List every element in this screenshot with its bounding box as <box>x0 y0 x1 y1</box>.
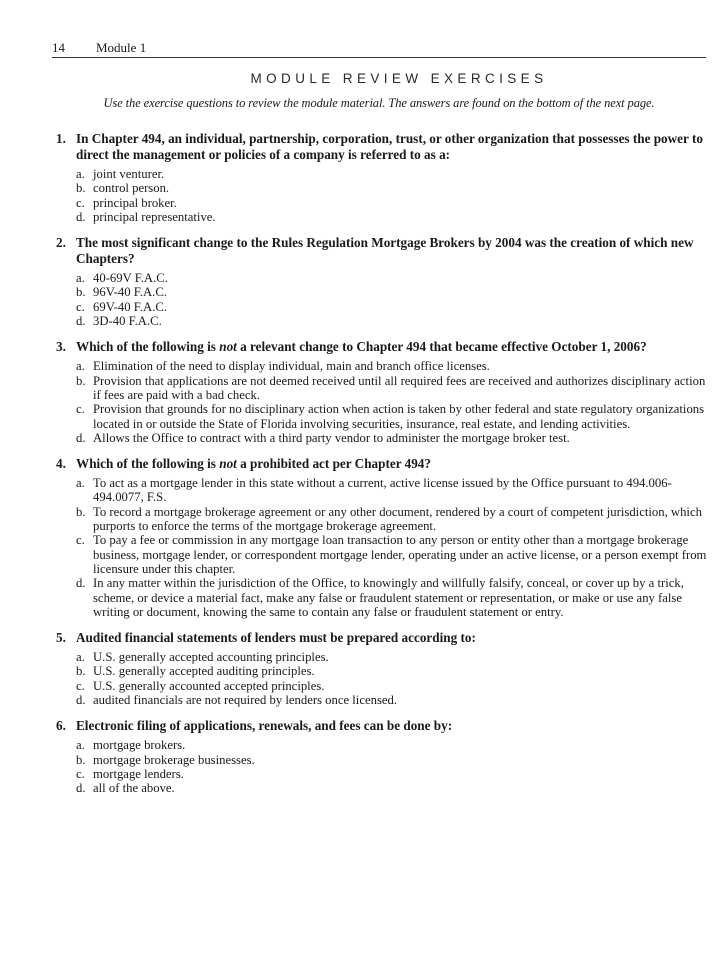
choice-letter: a. <box>76 738 85 753</box>
answer-choice <box>76 505 710 534</box>
choice-letter: a. <box>76 650 85 665</box>
choice-letter: b. <box>76 285 86 300</box>
choice-letter: b. <box>76 664 86 679</box>
stem-part: Which of the following is <box>76 339 220 355</box>
choice-text: principal representative. <box>93 209 216 224</box>
answer-choice <box>76 650 710 664</box>
answer-choices <box>76 650 710 707</box>
choice-text: In any matter within the jurisdiction of the Office, to knowingly and willfully falsify, conceal, or cover up by a trick, scheme, or device a material fact, make any false or fraudulent statement or representation, or make or use any false writing or document, knowing the same to contain any false or fraudulent statement or entry. <box>93 576 684 619</box>
choice-text: 96V-40 F.A.C. <box>93 285 167 300</box>
answer-choice <box>76 431 710 445</box>
choice-letter: b. <box>76 373 86 388</box>
answer-choice <box>76 476 710 505</box>
page-number: 14 <box>52 40 65 55</box>
question-number: 3. <box>56 339 66 355</box>
question-number: 4. <box>56 456 66 472</box>
choice-letter: b. <box>76 504 86 519</box>
answer-choice <box>76 271 710 285</box>
choice-text: To record a mortgage brokerage agreement or any other document, rendered by a court of competent jurisdiction, which purports to enforce the terms of the mortgage brokerage agreement. <box>93 504 702 534</box>
answer-choice <box>76 738 710 752</box>
answer-choice <box>76 533 710 576</box>
answer-choices <box>76 271 710 328</box>
choice-text: To pay a fee or commission in any mortgage loan transaction to any person or entity other than a mortgage brokerage business, mortgage lender, or correspondent mortgage lender, operating under an active license, or a person exempt from licensure under this chapter. <box>93 533 707 576</box>
question-number: 5. <box>56 630 66 646</box>
choice-text: U.S. generally accepted auditing principles. <box>93 664 315 679</box>
choice-letter: c. <box>76 195 85 210</box>
question-stem <box>56 456 710 472</box>
choice-letter: c. <box>76 678 85 693</box>
choice-text: audited financials are not required by lenders once licensed. <box>93 693 398 708</box>
question-number: 6. <box>56 718 66 734</box>
question-text: The most significant change to the Rules Regulation Mortgage Brokers by 2004 was the creation of which new Chapters? <box>76 235 694 267</box>
choice-letter: c. <box>76 533 85 548</box>
question-list <box>56 131 710 807</box>
answer-choice <box>76 402 710 431</box>
question-text: Electronic filing of applications, renewals, and fees can be done by: <box>76 718 453 734</box>
answer-choice <box>76 679 710 693</box>
intro-text: Use the exercise questions to review the module material. The answers are found on the bottom of the next page. <box>103 96 655 110</box>
choice-text: 69V-40 F.A.C. <box>93 299 167 314</box>
answer-choice <box>76 664 710 678</box>
answer-choice <box>76 314 710 328</box>
choice-text: control person. <box>93 181 170 196</box>
choice-text: U.S. generally accepted accounting principles. <box>93 650 329 665</box>
answer-choice <box>76 285 710 299</box>
header-rule <box>52 57 706 58</box>
question-text <box>76 339 710 355</box>
answer-choice <box>76 359 710 373</box>
choice-letter: a. <box>76 271 85 286</box>
choice-letter: d. <box>76 576 86 591</box>
choice-text: all of the above. <box>93 781 175 796</box>
question-stem <box>56 131 710 163</box>
question-1 <box>56 131 710 224</box>
answer-choices <box>76 476 710 619</box>
choice-text: mortgage brokers. <box>93 738 186 753</box>
choice-letter: a. <box>76 476 85 491</box>
section-title: MODULE REVIEW EXERCISES <box>250 71 548 86</box>
choice-text: Provision that grounds for no disciplinary action when action is taken by other federal and state regulatory organizations located in or outside the State of Florida involving securities, insurance, real estate, and lending activities. <box>93 402 705 431</box>
stem-part: a relevant change to Chapter 494 that became effective October 1, 2006? <box>236 339 647 355</box>
choice-letter: d. <box>76 314 86 329</box>
choice-text: Elimination of the need to display individual, main and branch office licenses. <box>93 359 490 374</box>
choice-letter: b. <box>76 181 86 196</box>
question-text: Audited financial statements of lenders must be prepared according to: <box>76 630 476 646</box>
answer-choice <box>76 781 710 795</box>
question-stem <box>56 718 710 734</box>
stem-emphasis: not <box>219 339 237 355</box>
choice-letter: a. <box>76 167 85 181</box>
question-text <box>76 456 710 472</box>
choice-letter: d. <box>76 209 86 224</box>
question-5 <box>56 630 710 707</box>
answer-choice <box>76 693 710 707</box>
choice-text: 40-69V F.A.C. <box>93 271 168 286</box>
choice-letter: c. <box>76 299 85 314</box>
question-stem <box>56 339 710 355</box>
answer-choice <box>76 210 710 224</box>
answer-choice <box>76 300 710 314</box>
choice-text: U.S. generally accounted accepted principles. <box>93 678 325 693</box>
answer-choice <box>76 576 710 619</box>
choice-letter: d. <box>76 430 86 445</box>
choice-letter: b. <box>76 752 86 767</box>
answer-choice <box>76 196 710 210</box>
choice-text: Provision that applications are not deemed received until all required fees are received and authorizes disciplinary action if fees are paid with a bad check. <box>93 373 706 402</box>
answer-choices <box>76 738 710 795</box>
choice-text: mortgage brokerage businesses. <box>93 752 255 767</box>
stem-emphasis: not <box>219 456 237 472</box>
question-3 <box>56 339 710 445</box>
question-2 <box>56 235 710 328</box>
choice-text: joint venturer. <box>93 167 165 181</box>
choice-letter: c. <box>76 766 85 781</box>
question-text: In Chapter 494, an individual, partnership, corporation, trust, or other organization that possesses the power to direct the management or policies of a company is referred to as a: <box>76 131 703 162</box>
choice-text: principal broker. <box>93 195 177 210</box>
question-stem <box>56 235 710 267</box>
choice-text: Allows the Office to contract with a third party vendor to administer the mortgage broker test. <box>93 430 570 445</box>
running-header <box>52 40 146 56</box>
answer-choice <box>76 767 710 781</box>
running-title: Module 1 <box>96 40 147 55</box>
stem-part: Which of the following is <box>76 456 220 472</box>
answer-choice <box>76 181 710 195</box>
choice-letter: d. <box>76 781 86 796</box>
question-6 <box>56 718 710 795</box>
question-stem <box>56 630 710 646</box>
answer-choices <box>76 167 710 224</box>
question-4 <box>56 456 710 619</box>
answer-choice <box>76 167 710 181</box>
question-number: 1. <box>56 131 66 146</box>
choice-letter: c. <box>76 402 85 417</box>
choice-letter: d. <box>76 693 86 708</box>
choice-text: mortgage lenders. <box>93 766 184 781</box>
answer-choice <box>76 753 710 767</box>
choice-letter: a. <box>76 359 85 374</box>
answer-choice <box>76 374 710 403</box>
choice-text: To act as a mortgage lender in this state without a current, active license issued by the Office pursuant to 494.006-494.0077, F.S. <box>93 476 672 505</box>
question-number: 2. <box>56 235 66 251</box>
answer-choices <box>76 359 710 445</box>
choice-text: 3D-40 F.A.C. <box>93 314 162 329</box>
stem-part: a prohibited act per Chapter 494? <box>236 456 431 472</box>
